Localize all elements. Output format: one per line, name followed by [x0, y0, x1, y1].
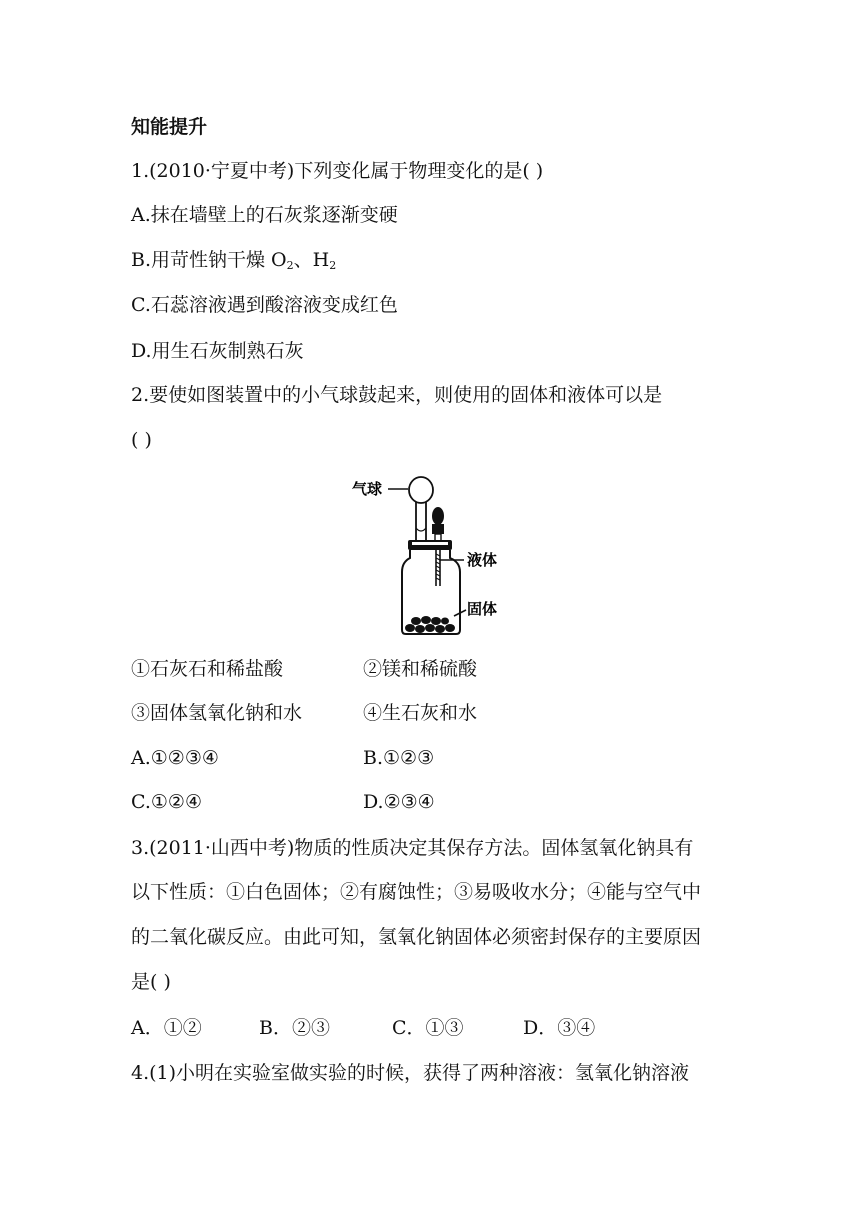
balloon-tube [416, 502, 426, 540]
q3-stem-line3: 的二氧化碳反应。由此可知，氢氧化钠固体必须密封保存的主要原因 [131, 926, 702, 948]
q2-item-1: ①石灰石和稀盐酸 [131, 658, 284, 680]
q1-option-c: C.石蕊溶液遇到酸溶液变成红色 [131, 294, 398, 316]
q1-option-b-subscript-2: 2 [329, 259, 337, 272]
q2-option-a: A.①②③④ [131, 747, 219, 769]
q1-option-b-subscript-1: 2 [286, 259, 294, 272]
q2-stem-line1: 2.要使如图装置中的小气球鼓起来，则使用的固体和液体可以是 [131, 384, 663, 406]
solid-label: 固体 [467, 600, 498, 618]
q2-options-row-2 [131, 790, 691, 814]
q1-option-b [131, 248, 336, 278]
q1-option-d: D.用生石灰制熟石灰 [131, 340, 304, 362]
q1-option-a: A.抹在墙壁上的石灰浆逐渐变硬 [131, 204, 398, 226]
balloon [409, 477, 433, 503]
q2-items-row-1 [131, 657, 691, 681]
q3-stem-line2: 以下性质：①白色固体；②有腐蚀性；③易吸收水分；④能与空气中 [131, 881, 702, 903]
q4-stem-line1: 4.(1)小明在实验室做实验的时候，获得了两种溶液：氢氧化钠溶液 [131, 1062, 690, 1084]
apparatus-diagram [350, 468, 520, 643]
q2-items-row-2 [131, 701, 691, 725]
apparatus-figure [350, 468, 520, 643]
q2-item-2: ②镁和稀硫酸 [363, 658, 478, 680]
q2-item-3: ③固体氢氧化钠和水 [131, 702, 303, 724]
q2-item-4: ④生石灰和水 [363, 702, 478, 724]
q1-option-b-mid: 、H [293, 249, 330, 271]
solid-pellets [405, 616, 455, 633]
bottle [402, 550, 460, 634]
q2-stem-line2: ( ) [131, 429, 152, 451]
q1-stem: 1.(2010·宁夏中考)下列变化属于物理变化的是( ) [131, 160, 544, 182]
q3-stem-line1: 3.(2011·山西中考)物质的性质决定其保存方法。固体氢氧化钠具有 [131, 837, 694, 859]
q3-option-a: A．①② [131, 1017, 202, 1039]
q2-option-d: D.②③④ [363, 791, 435, 813]
liquid-label: 液体 [467, 551, 498, 569]
section-heading: 知能提升 [131, 116, 208, 138]
q3-option-d: D．③④ [523, 1017, 596, 1039]
q2-option-b: B.①②③ [363, 747, 435, 769]
q3-stem-line4: 是( ) [131, 971, 171, 993]
q3-option-c: C．①③ [392, 1017, 464, 1039]
q2-option-c: C.①②④ [131, 791, 202, 813]
q3-option-b: B．②③ [259, 1017, 330, 1039]
balloon-label: 气球 [352, 480, 383, 498]
q2-options-row-1 [131, 746, 691, 770]
dropper-bulb [432, 507, 444, 525]
q1-option-b-prefix: B.用苛性钠干燥 O [131, 249, 287, 271]
